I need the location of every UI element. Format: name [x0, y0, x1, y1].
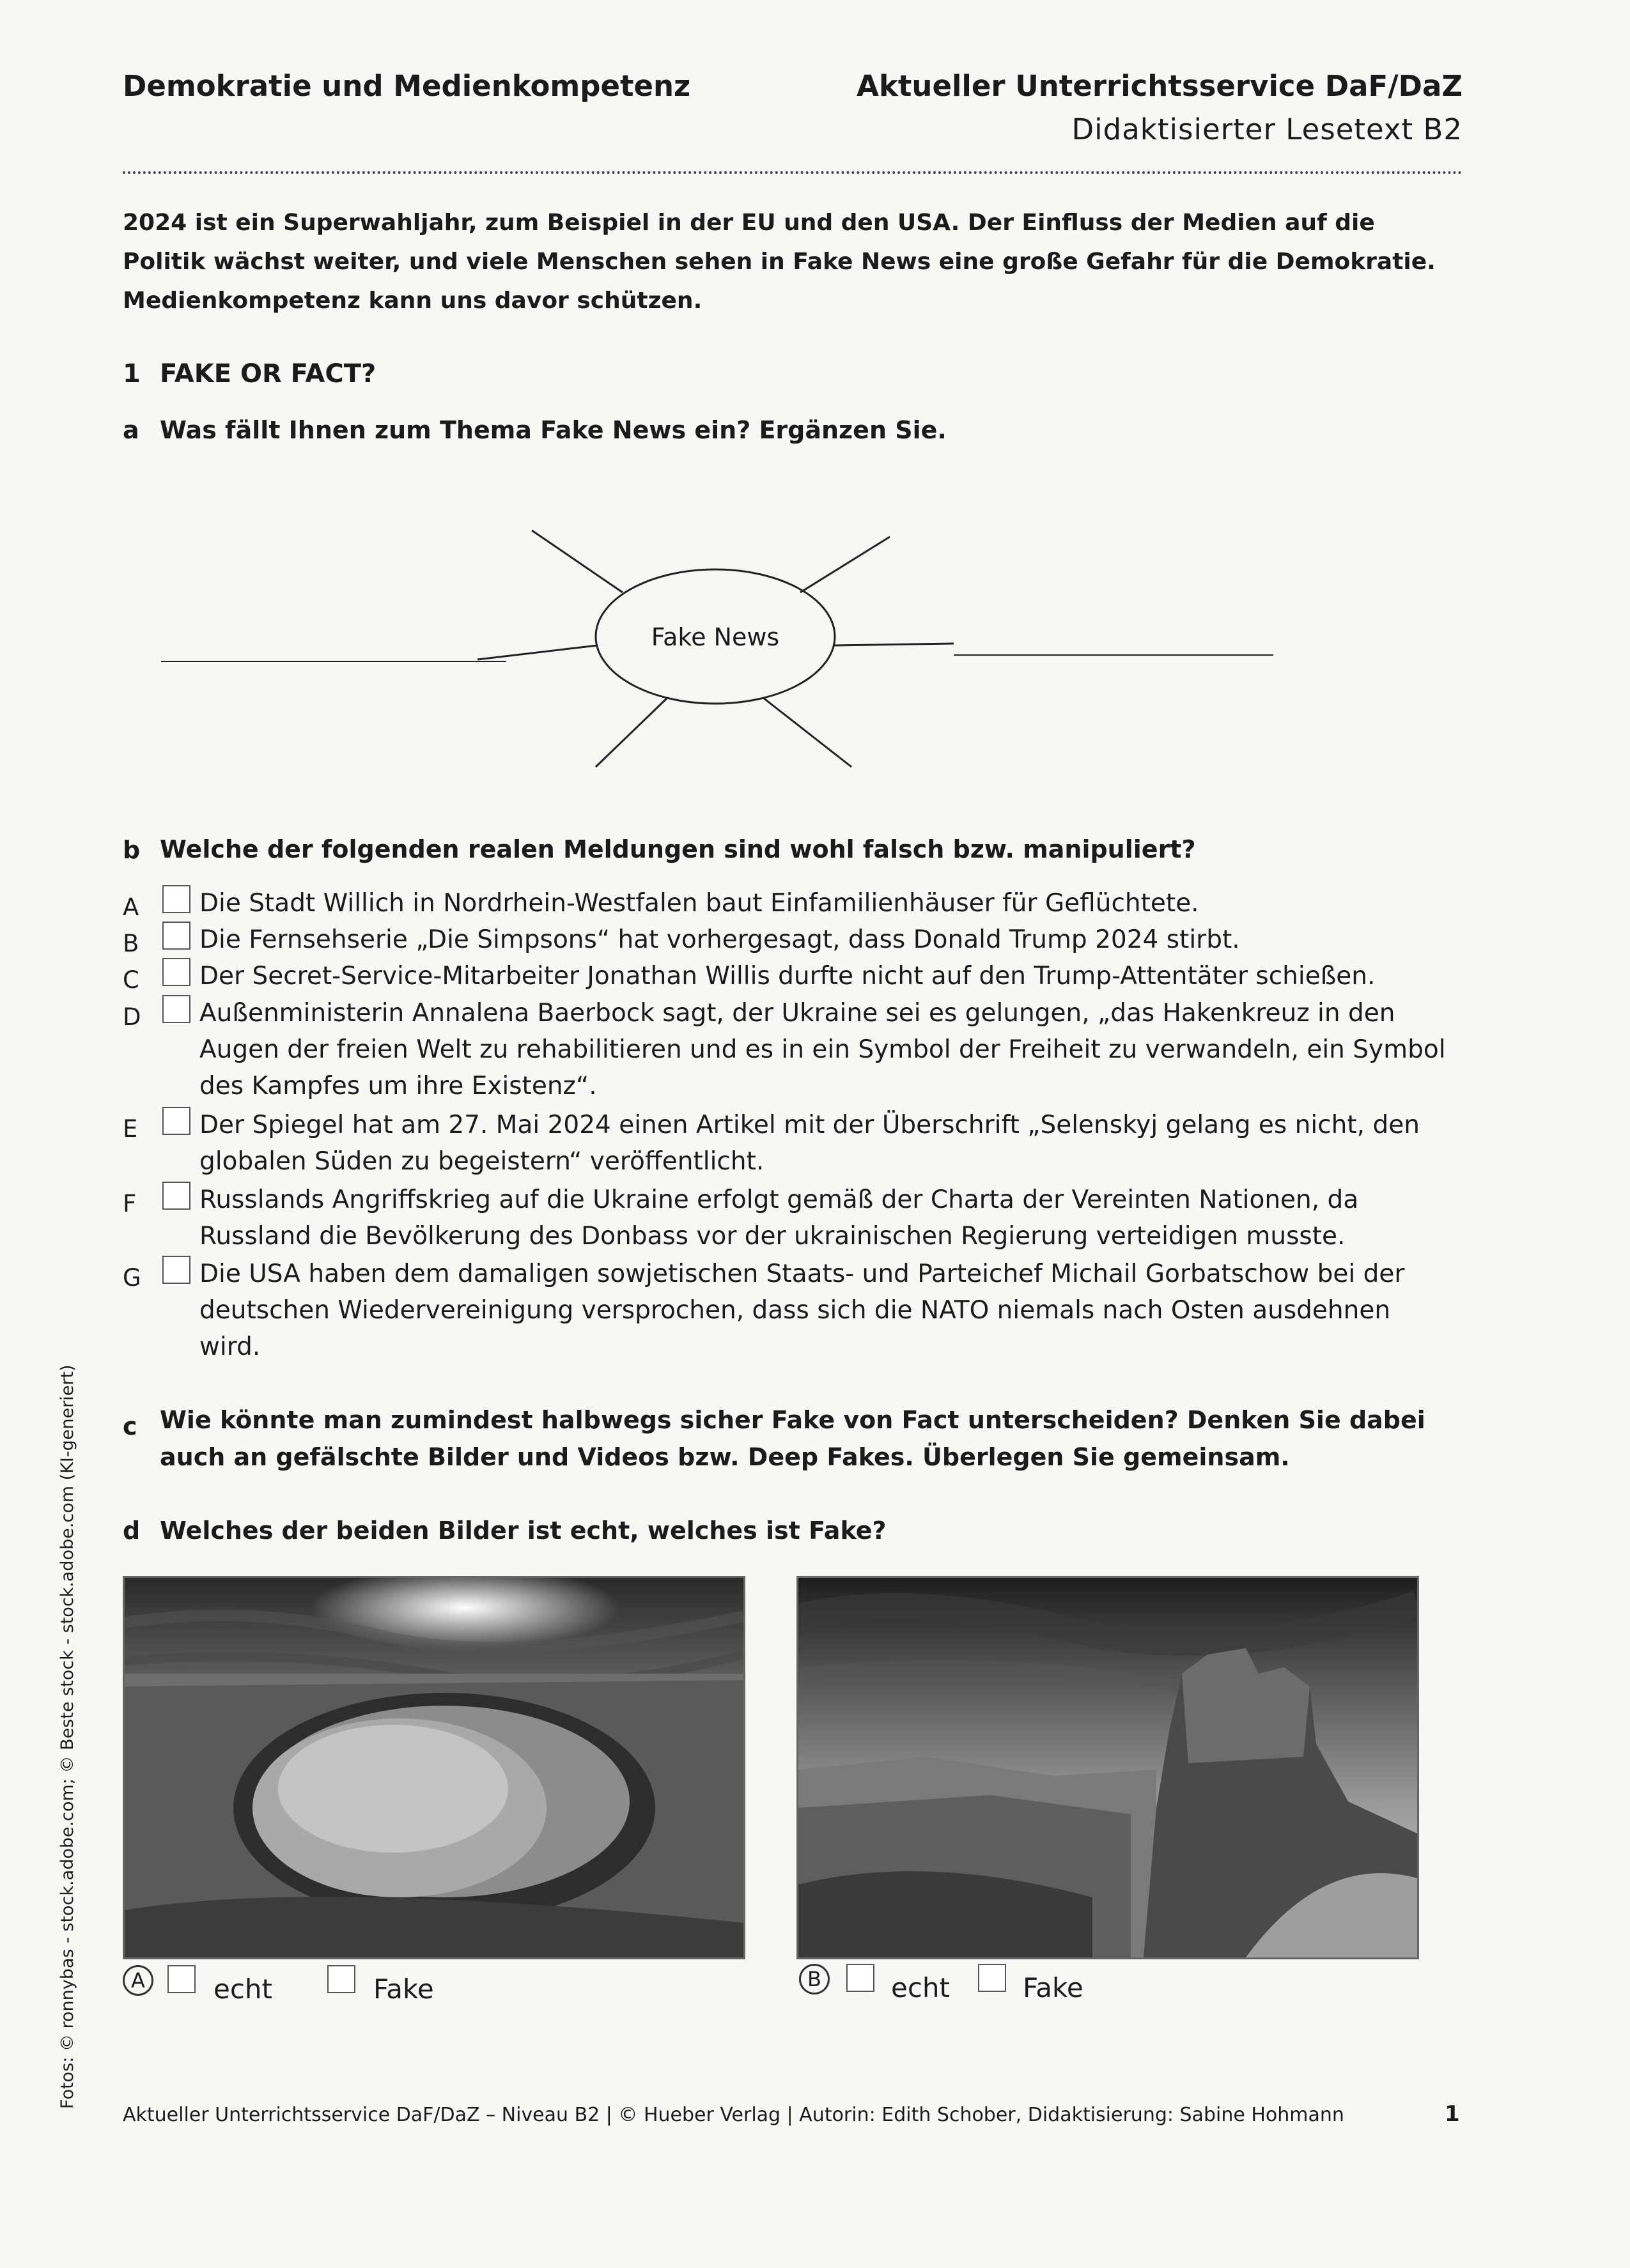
- image-a-echt-checkbox[interactable]: [167, 1965, 196, 1993]
- item-text: Die Fernsehserie „Die Simpsons“ hat vorhergesagt, dass Donald Trump 2024 stirbt.: [199, 925, 1240, 954]
- photo-a: [123, 1576, 745, 1959]
- image-b-echt-label: echt: [891, 1972, 951, 2003]
- image-b-fake-checkbox[interactable]: [978, 1964, 1006, 1992]
- item-text: Die Stadt Willich in Nordrhein-Westfalen baut Einfamilienhäuser für Geflüchtete.: [199, 889, 1199, 918]
- photo-credit: Fotos: © ronnybas - stock.adobe.com; © Beste stock - stock.adobe.com (KI-generiert): [58, 1364, 77, 2109]
- photo-b: [796, 1576, 1419, 1959]
- item-text: Außenministerin Annalena Baerbock sagt, der Ukraine sei es gelungen, „das Hakenkreuz in den Augen der freien Welt zu rehabilitieren und es in ein Symbol der Freiheit zu verwandeln, ein Symbol des Kampfes um ihre Existenz“.: [199, 999, 1446, 1100]
- item-letter: G: [123, 1264, 141, 1292]
- header-divider: [123, 171, 1463, 174]
- canyon-butte-image: [798, 1578, 1417, 1957]
- header-subtitle: Didaktisierter Lesetext B2: [1071, 112, 1463, 146]
- mindmap-spoke: [477, 645, 597, 660]
- item-text: Russlands Angriffskrieg auf die Ukraine erfolgt gemäß der Charta der Vereinten Nationen, da Russland die Bevölkerung des Donbass vor der ukrainischen Regierung verteidigen musste.: [199, 1185, 1359, 1251]
- mindmap-diagram: [123, 492, 1337, 837]
- image-a-fake-checkbox[interactable]: [327, 1965, 355, 1993]
- task-a-question: Was fällt Ihnen zum Thema Fake News ein? Ergänzen Sie.: [160, 416, 947, 444]
- image-a-fake-label: Fake: [373, 1973, 434, 2005]
- item-checkbox[interactable]: [162, 1107, 190, 1135]
- item-letter: B: [123, 930, 139, 957]
- item-checkbox[interactable]: [162, 1256, 190, 1284]
- image-label-a: A: [123, 1965, 153, 1996]
- footer-text: Aktueller Unterrichtsservice DaF/DaZ – Niveau B2 | © Hueber Verlag | Autorin: Edith Schober, Didaktisierung: Sabine Hohmann: [123, 2104, 1344, 2126]
- task-c-letter: c: [123, 1412, 137, 1440]
- item-checkbox[interactable]: [162, 885, 190, 913]
- image-label-b: B: [799, 1964, 830, 1994]
- item-letter: F: [123, 1190, 137, 1217]
- task-b-question: Welche der folgenden realen Meldungen sind wohl falsch bzw. manipuliert?: [160, 835, 1196, 863]
- mindmap-spoke: [763, 698, 851, 767]
- image-b-echt-checkbox[interactable]: [846, 1964, 874, 1992]
- item-checkbox[interactable]: [162, 995, 190, 1023]
- mindmap-spoke: [834, 644, 954, 645]
- task-d-question: Welches der beiden Bilder ist echt, welches ist Fake?: [160, 1516, 887, 1545]
- item-checkbox[interactable]: [162, 922, 190, 950]
- image-b-fake-label: Fake: [1023, 1972, 1083, 2003]
- mindmap-spoke: [532, 530, 623, 592]
- item-checkbox[interactable]: [162, 1182, 190, 1210]
- canyon-bend-image: [125, 1578, 743, 1957]
- page-number: 1: [1445, 2101, 1460, 2127]
- mindmap-center-label: Fake News: [651, 623, 780, 651]
- image-a-echt-label: echt: [213, 1973, 273, 2005]
- task-d-letter: d: [123, 1516, 141, 1545]
- task-c-question: Wie könnte man zumindest halbwegs sicher Fake von Fact unterscheiden? Denken Sie dabei auch an gefälschte Bilder und Videos bzw. Deep Fakes. Überlegen Sie gemeinsam.: [160, 1406, 1425, 1471]
- item-letter: A: [123, 893, 139, 921]
- header-topic: Demokratie und Medienkompetenz: [123, 69, 691, 103]
- mindmap-spoke: [800, 537, 890, 592]
- item-text: Die USA haben dem damaligen sowjetischen Staats- und Parteichef Michail Gorbatschow bei der deutschen Wiedervereinigung versprochen, dass sich die NATO niemals nach Osten ausdehnen wird.: [199, 1260, 1405, 1361]
- item-text: Der Secret-Service-Mitarbeiter Jonathan Willis durfte nicht auf den Trump-Attentäter schießen.: [199, 962, 1376, 991]
- mindmap-spoke: [596, 698, 667, 767]
- item-letter: E: [123, 1115, 138, 1143]
- section-number: 1: [123, 359, 141, 389]
- section-title: FAKE OR FACT?: [160, 359, 376, 389]
- item-letter: D: [123, 1003, 141, 1031]
- task-a-letter: a: [123, 416, 139, 444]
- item-letter: C: [123, 966, 139, 994]
- header-service: Aktueller Unterrichtsservice DaF/DaZ: [857, 69, 1463, 103]
- intro-text: 2024 ist ein Superwahljahr, zum Beispiel in der EU und den USA. Der Einfluss der Medien auf die Politik wächst weiter, und viele Menschen sehen in Fake News eine große Gefahr für die Demokratie. Medienkompetenz kann uns davor schützen.: [123, 210, 1436, 314]
- item-text: Der Spiegel hat am 27. Mai 2024 einen Artikel mit der Überschrift „Selenskyj gelang es nicht, den globalen Süden zu begeistern“ veröffentlicht.: [199, 1111, 1420, 1176]
- task-b-letter: b: [123, 836, 141, 864]
- item-checkbox[interactable]: [162, 958, 190, 986]
